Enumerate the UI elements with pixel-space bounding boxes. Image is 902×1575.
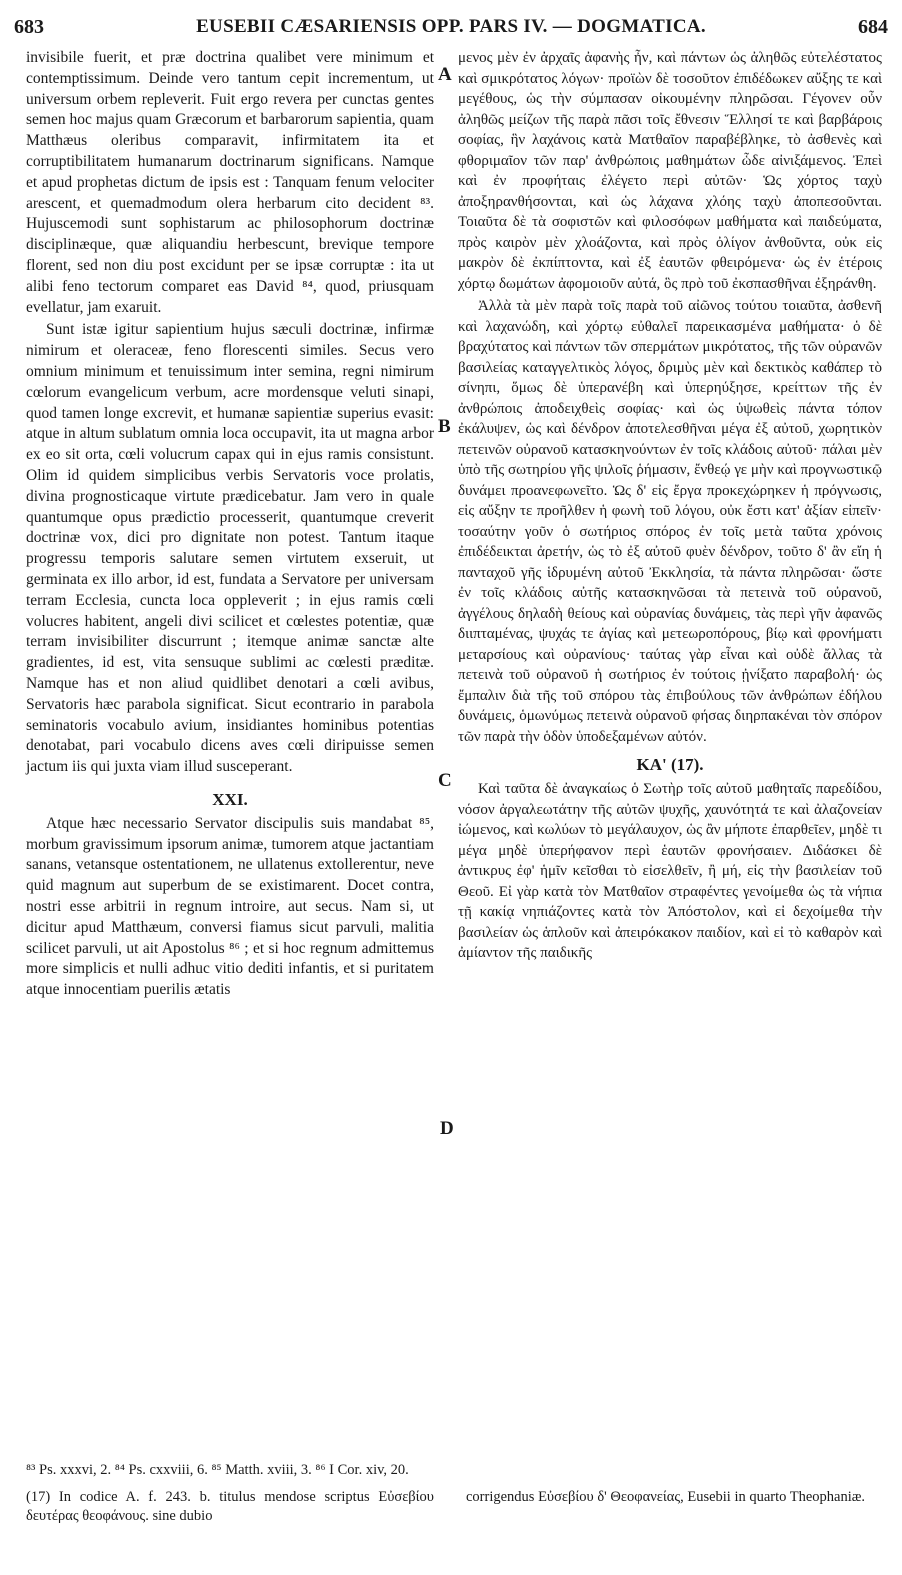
margin-marker-a: A	[438, 64, 452, 85]
margin-marker-c: C	[438, 770, 452, 791]
page-number-right: 684	[858, 16, 888, 38]
margin-marker-b: B	[438, 416, 451, 437]
latin-paragraph: invisibile fuerit, et præ doctrina qualibet vere minimum et contemptissimum. Deinde vero tantum cepit incrementum, ut universum orbem repleverit. Fuit ergo revera per cunctas gentes semen hoc majus quam Græcorum et barbarorum sapientia, quam Matthæus oleribus comparavit, infirmitatem ita et corruptibilitatem humanarum doctrinarum significans. Namque et apud prophetas dictum de ipsis est : Tanquam fenum velociter arescent, et quemadmodum olera herbarum cito decident ⁸³. Hujuscemodi sunt sophistarum ac philosophorum doctrinæ disciplinæque, quæ aliquandiu herbescunt, brevique tempore florent, sed non diu post excidunt per se ipsæ corruptæ : ita ut alibi feno tectorum comparet eas David ⁸⁴, quod, priusquam evellatur, jam exaruit.	[26, 49, 434, 316]
greek-paragraph: Ἀλλὰ τὰ μὲν παρὰ τοῖς παρὰ τοῦ αἰῶνος τούτου τοιαῦτα, ἀσθενῆ καὶ λαχανώδη, καὶ χόρτῳ εὐθαλεῖ παρεικασμένα μαθήματα· ὁ δὲ βραχύτατος καὶ πάντων τῶν σπερμάτων μικρότατος, τῆς τῶν οὐρανῶν βασιλείας καταγγελτικὸς λόγος, δριμὺς μὲν καὶ δεκτικὸς καθάπερ τὸ σίνηπι, ὅμως δὲ ὑπερανέβη καὶ ὑπερηύξησε, κρείττων τῆς ἐν ἀνθρώποις ἀποδειχθεὶς σοφίας· καὶ ὡς ὑψωθεὶς πάντα τόπον ἐκάλυψεν, ὡς καὶ δένδρον ἀποτελεσθῆναι μέγα ἐξ αὐτοῦ, χωρητικὸν πετεινῶν οὐρανοῦ κατασκηνούντων ἐν τοῖς κλάδοις αὐτοῦ· πάλαι μὲν ὑπὸ τῆς σωτηρίου γῆς ψιλοῖς ῥήμασιν, ἔνθεῴ γε μὴν καὶ προγνωστικῷ δυνάμει προανεφωνεῖτο. Ὡς δ' εἰς ἔργα προκεχώρηκεν ἡ πρόγνωσις, εἰς αὔξην τε προῆλθεν ἡ φωνὴ τοῦ λόγου, οὐκ ἔστι κατ' ἀξίαν εἰπεῖν· τοσαύτην γοῦν ὁ σωτήριος σπόρος ἐν τοῖς μετὰ ταῦτα χρόνοις ἐπιδέδεικται ἀρετήν, ὡς τὸ ἐξ αὐτοῦ φυὲν δένδρον, τοῦτο δ' ἂν εἴη ἡ πανταχοῦ γῆς ἱδρυμένη αὐτοῦ Ἐκκλησία, τὰ πάντα πληρῶσαι· ὥστε ἐν τοῖς κλάδοις αὐτῆς κατασκηνῶσαι τὰ πετεινὰ τοῦ οὐρανοῦ, ἀγγέλους δηλαδὴ θείους καὶ οὐρανίας δυνάμεις, τὰς περὶ γῆν ἀφανῶς διιπταμένας, ψυχάς τε ἁγίας καὶ μετεωροπόρους, βίῳ καὶ φρονήματι μεταρσίους καὶ οὐρανίους· ταύτας γὰρ εἶναι καὶ οὐδὲ ἄλλας τὰ πετεινὰ τοῦ οὐρανοῦ ἡ σωτήριος ἐν τούτοις ᾐνίξατο παραβολή· ὡς ἔμπαλιν διὰ τῆς τοῦ σπόρου τὰς ἐπιβούλους τῶν ἀνθρώπων ἐδήλου δυνάμεις, ὁμωνύμως πετεινὰ οὐρανοῦ φήσας διηρπακέναι τὸν σπόρον τῶν παρὰ τὴν ὁδὸν ὑποδεξαμένων αὐτόν.	[458, 298, 882, 745]
page-header	[14, 16, 888, 42]
greek-paragraph: Καὶ ταῦτα δὲ ἀναγκαίως ὁ Σωτὴρ τοῖς αὐτοῦ μαθηταῖς παρεδίδου, νόσον ἀργαλεωτάτην τῆς αὐτῶν ψυχῆς, χαυνότητά τε καὶ ἀλαζονείαν ἰώμενος, καὶ κωλύων τὸ μεγάλαυχον, ὡς ἂν μήποτε ἐπαρθεῖεν, μηδὲ τι μέγα μηδὲ ὑπερήφανον περὶ ἑαυτῶν φρονήσαιεν. Διδάσκει δὲ ἀντικρυς ἐφ' ἡμῖν κεῖσθαι τὸ εἰσελθεῖν, ἢ μή, εἰς τὴν βασιλείαν τοῦ Θεοῦ. Εἰ γὰρ κατὰ τὸν Ματθαῖον στραφέντες γενοίμεθα ὡς τὰ νήπια τῇ κακίᾳ νηπιάζοντες κατὰ τὸν Ἀπόστολον, καὶ εἰ δεχοίμεθα τὴν βασιλείαν ὡς ἁπλοῦν καὶ ἀπειρόκακον παιδίον, καὶ εἰ τὸ καθαρὸν καὶ ἀμίαντον τῆς παιδικῆς	[458, 781, 882, 961]
footnote-17-right: corrigendus Εὐσεβίου δ' Θεοφανείας, Eusebii in quarto Theophaniæ.	[466, 1489, 866, 1505]
footnote-17-left: (17) In codice A. f. 243. b. titulus mendose scriptus Εὐσεβίου δευτέρας θεοφάνους. sine dubio	[26, 1489, 434, 1524]
latin-paragraph: Atque hæc necessario Servator discipulis suis mandabat ⁸⁵, morbum gravissimum ipsorum animæ, tumorem atque jactantiam sanans, vetansque ostentationem, ne ullatenus extollerentur, neve quid magnum aut superbum de se existimarent. Docet contra, nostri esse arbitrii in regnum introire, aut secus. Nam si, ut dicitur apud Matthæum, conversi fiamus sicut parvuli, malitia scilicet parvuli, ut ait Apostolus ⁸⁶ ; et si hoc regnum admittemus more simplicis et nulli adhuc vitio dediti infantis, et si puritatem atque innocentiam puerilis ætatis	[26, 814, 434, 999]
footnote-references: ⁸³ Ps. xxxvi, 2. ⁸⁴ Ps. cxxviii, 6. ⁸⁵ Matth. xviii, 3. ⁸⁶ I Cor. xiv, 20.	[26, 1462, 409, 1478]
greek-section-heading: ΚΑ' (17).	[636, 755, 704, 774]
greek-paragraph: μενος μὲν ἐν ἀρχαῖς ἀφανὴς ἦν, καὶ πάντων ὡς ἀληθῶς εὐτελέστατος καὶ σμικρότατος λόγων· προϊὼν δὲ τοσοῦτον ἐπιδέδωκεν αὔξης τε καὶ μεγέθους, ὡς τὴν σύμπασαν οἰκουμένην πληρῶσαι. Γέγονεν οὖν ἀληθῶς μείζων τῆς παρὰ πᾶσι τοῖς ἔθνεσιν Ἕλλησί τε καὶ βαρβάροις σοφίας, ἣν λαχάνοις κατὰ Ματθαῖον παραβέβληκε, τὸ ἀσθενὲς καὶ φθοριμαῖον τῶν παρ' ἀνθρώποις μαθημάτων ὧδε αἰνιξάμενος. Ἐπεὶ καὶ ἐν προφήταις ἐλέγετο περὶ αὐτῶν· Ὡς χόρτος ταχὺ ἀποξηρανθήσονται, καὶ ὡς λάχανα χλόης ταχὺ ἀποπεσοῦνται. Τοιαῦτα δὲ τὰ σοφιστῶν καὶ φιλοσόφων μαθήματα καὶ παιδεύματα, πρὸς καιρὸν μὲν χλοάζοντα, καὶ πρὸς ὀλίγον ἀνθοῦντα, οὐκ εἰς μακρὸν δὲ ἐκπίπτοντα, καὶ ἐξ ἑαυτῶν φθειρόμενα· ὡς ἐν ἑτέροις χόρτῳ δωμάτων ἀφομοιοῦν αὐτά, ὃς πρὸ τοῦ ἐκσπασθῆναι ἐξηράνθη.	[458, 50, 882, 292]
greek-column	[458, 48, 882, 964]
latin-paragraph: Sunt istæ igitur sapientium hujus sæculi doctrinæ, infirmæ nimirum et oleraceæ, feno florescenti similes. Secus vero omnium minimum et tenuissimum inter semina, regni nimirum cœlorum evangelicum verbum, acre mordensque veluti sinapi, quod tamen longe excrevit, et humanæ sapientiæ superius evasit: atque in altum sublatum omnia loca occupavit, ita ut magna arbor ex eo sit orta, cœli volucrum capax qui in ejus ramis consistunt. Olim id quidem simplicibus verbis Servatoris voce prolatis, divina prognosticaque virtute prædicebatur. Jam vero in quale quantumque opus prædictio processerit, quantumque creverit doctrinæ vox, dici pro dignitate non potest. Tantum itaque progressu temporis salutare semen virtutem exseruit, ut germinata ex illo arbor, id est, fundata a Servatore per universam terram Ecclesia, cuncta loca oppleverit ; in ejus ramis cœli volucres habitent, angeli divi scilicet et cœlestes potentiæ, quæ terram invisibiliter discurrunt ; itemque animæ sanctæ alte gradientes, id est, vita sensuque sublimi ac cœlesti præditæ. Namque has et non aliud quidlibet denotari a cœli avibus, Servatoris hæc parabola significat. Sicut econtrario in parabola seminatoris vocabulo avium, insidiantes hominibus potentias denotabat, pari vocabulo dicens aves cœli diripuisse semen jactum iis qui juxta viam illud susceperant.	[26, 321, 434, 776]
running-title: EUSEBII CÆSARIENSIS OPP. PARS IV. — DOGMATICA.	[196, 16, 706, 37]
latin-section-heading: XXI.	[212, 789, 248, 809]
margin-marker-d: D	[440, 1118, 454, 1139]
latin-column	[26, 48, 434, 1001]
page-number-left: 683	[14, 16, 44, 38]
